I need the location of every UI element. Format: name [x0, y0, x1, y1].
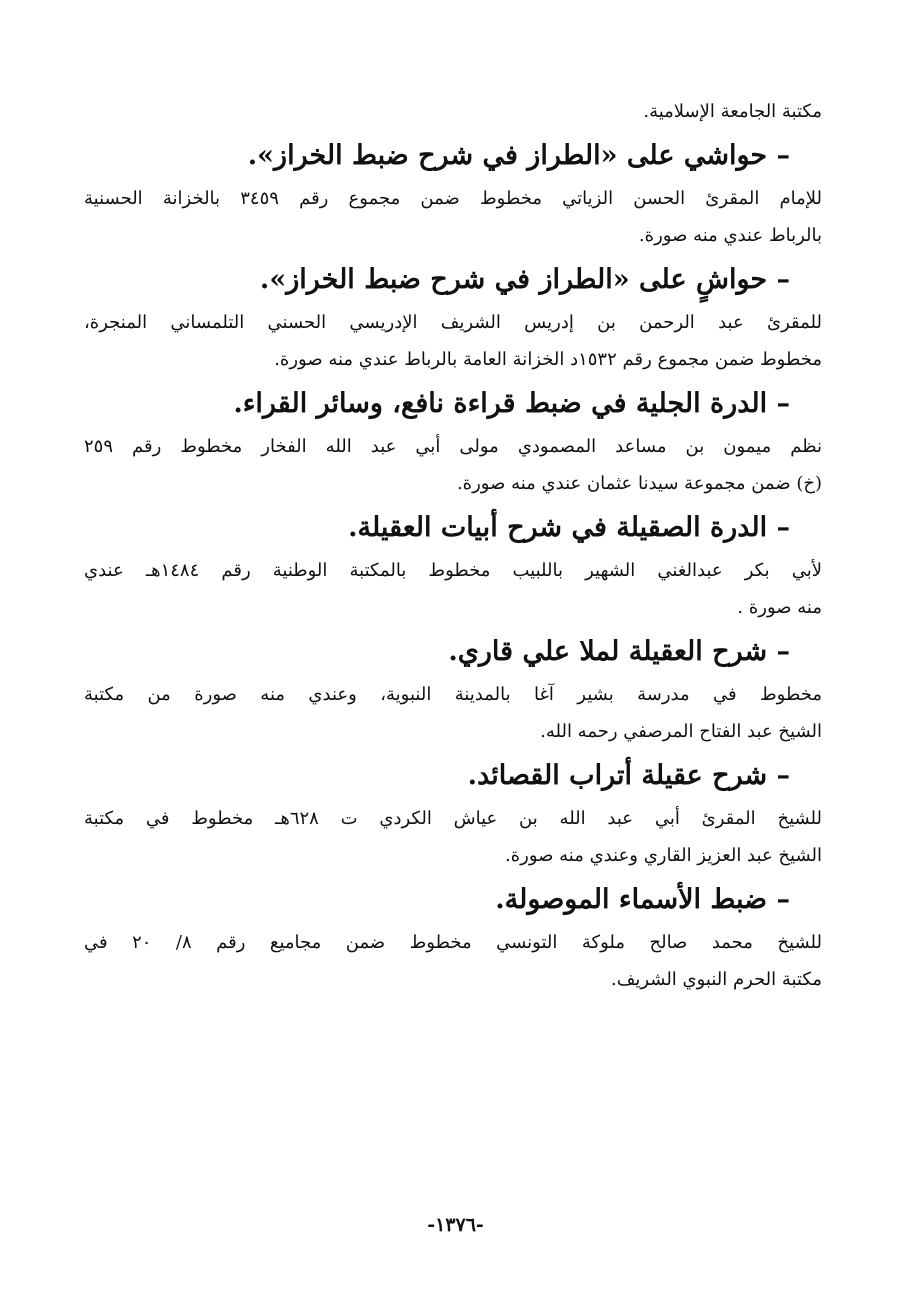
entry-hawashi-1: [84, 133, 822, 249]
entry-text-line: للإمام المقرئ الحسن الزياتي مخطوط ضمن مجموع رقم ٣٤٥٩ بالخزانة الحسنية: [84, 188, 822, 209]
entry-text-line: مخطوط في مدرسة بشير آغا بالمدينة النبوية، وعندي منه صورة من مكتبة: [84, 684, 822, 705]
entry-text-line: مخطوط ضمن مجموع رقم ١٥٣٢د الخزانة العامة بالرباط عندي منه صورة.: [274, 349, 822, 370]
entry-hawashi-2: [84, 257, 822, 373]
entry-text-line: مكتبة الحرم النبوي الشريف.: [610, 969, 822, 990]
continuation-line: مكتبة الجامعة الإسلامية.: [643, 101, 822, 122]
entry-durra-saqila: [84, 505, 822, 621]
page-number: -١٣٧٦-: [427, 1214, 484, 1236]
entry-text-line: الشيخ عبد العزيز القاري وعندي منه صورة.: [505, 845, 822, 866]
entry-title: – الدرة الصقيلة في شرح أبيات العقيلة.: [348, 512, 790, 543]
entry-text-line: منه صورة .: [737, 597, 822, 618]
entry-text-line: للشيخ المقرئ أبي عبد الله بن عياش الكردي ت ٦٢٨هـ مخطوط في مكتبة: [84, 808, 822, 829]
entry-title: – شرح العقيلة لملا علي قاري.: [448, 636, 790, 667]
entry-title: – حواشٍ على «الطراز في شرح ضبط الخراز».: [259, 264, 790, 295]
entry-text-line: للشيخ محمد صالح ملوكة التونسي مخطوط ضمن مجاميع رقم ٨/ ٢٠ في: [84, 932, 822, 953]
entry-title: – شرح عقيلة أتراب القصائد.: [467, 760, 790, 791]
entry-durra-jaliyya: [84, 381, 822, 497]
entry-text-line: الشيخ عبد الفتاح المرصفي رحمه الله.: [540, 721, 822, 742]
entry-text-line: بالرباط عندي منه صورة.: [638, 225, 822, 246]
entry-text-line: (خ) ضمن مجموعة سيدنا عثمان عندي منه صورة.: [456, 473, 822, 494]
entry-dabt-asma: [84, 877, 822, 993]
entry-sharh-aqila-qari: [84, 629, 822, 745]
entry-text-line: للمقرئ عبد الرحمن بن إدريس الشريف الإدريسي الحسني التلمساني المنجرة،: [84, 312, 822, 333]
document-page: [84, 98, 822, 1001]
entry-title: – الدرة الجلية في ضبط قراءة نافع، وسائر القراء.: [233, 388, 790, 419]
entry-title: – ضبط الأسماء الموصولة.: [495, 884, 790, 915]
continuation-block: [84, 98, 822, 125]
entry-sharh-aqila-atrab: [84, 753, 822, 869]
entry-text-line: لأبي بكر عبدالغني الشهير باللبيب مخطوط بالمكتبة الوطنية رقم ١٤٨٤هـ عندي: [84, 560, 822, 581]
entry-title: – حواشي على «الطراز في شرح ضبط الخراز».: [247, 140, 790, 171]
entry-text-line: نظم ميمون بن مساعد المصمودي مولى أبي عبد الله الفخار مخطوط رقم ٢٥٩: [84, 436, 822, 457]
